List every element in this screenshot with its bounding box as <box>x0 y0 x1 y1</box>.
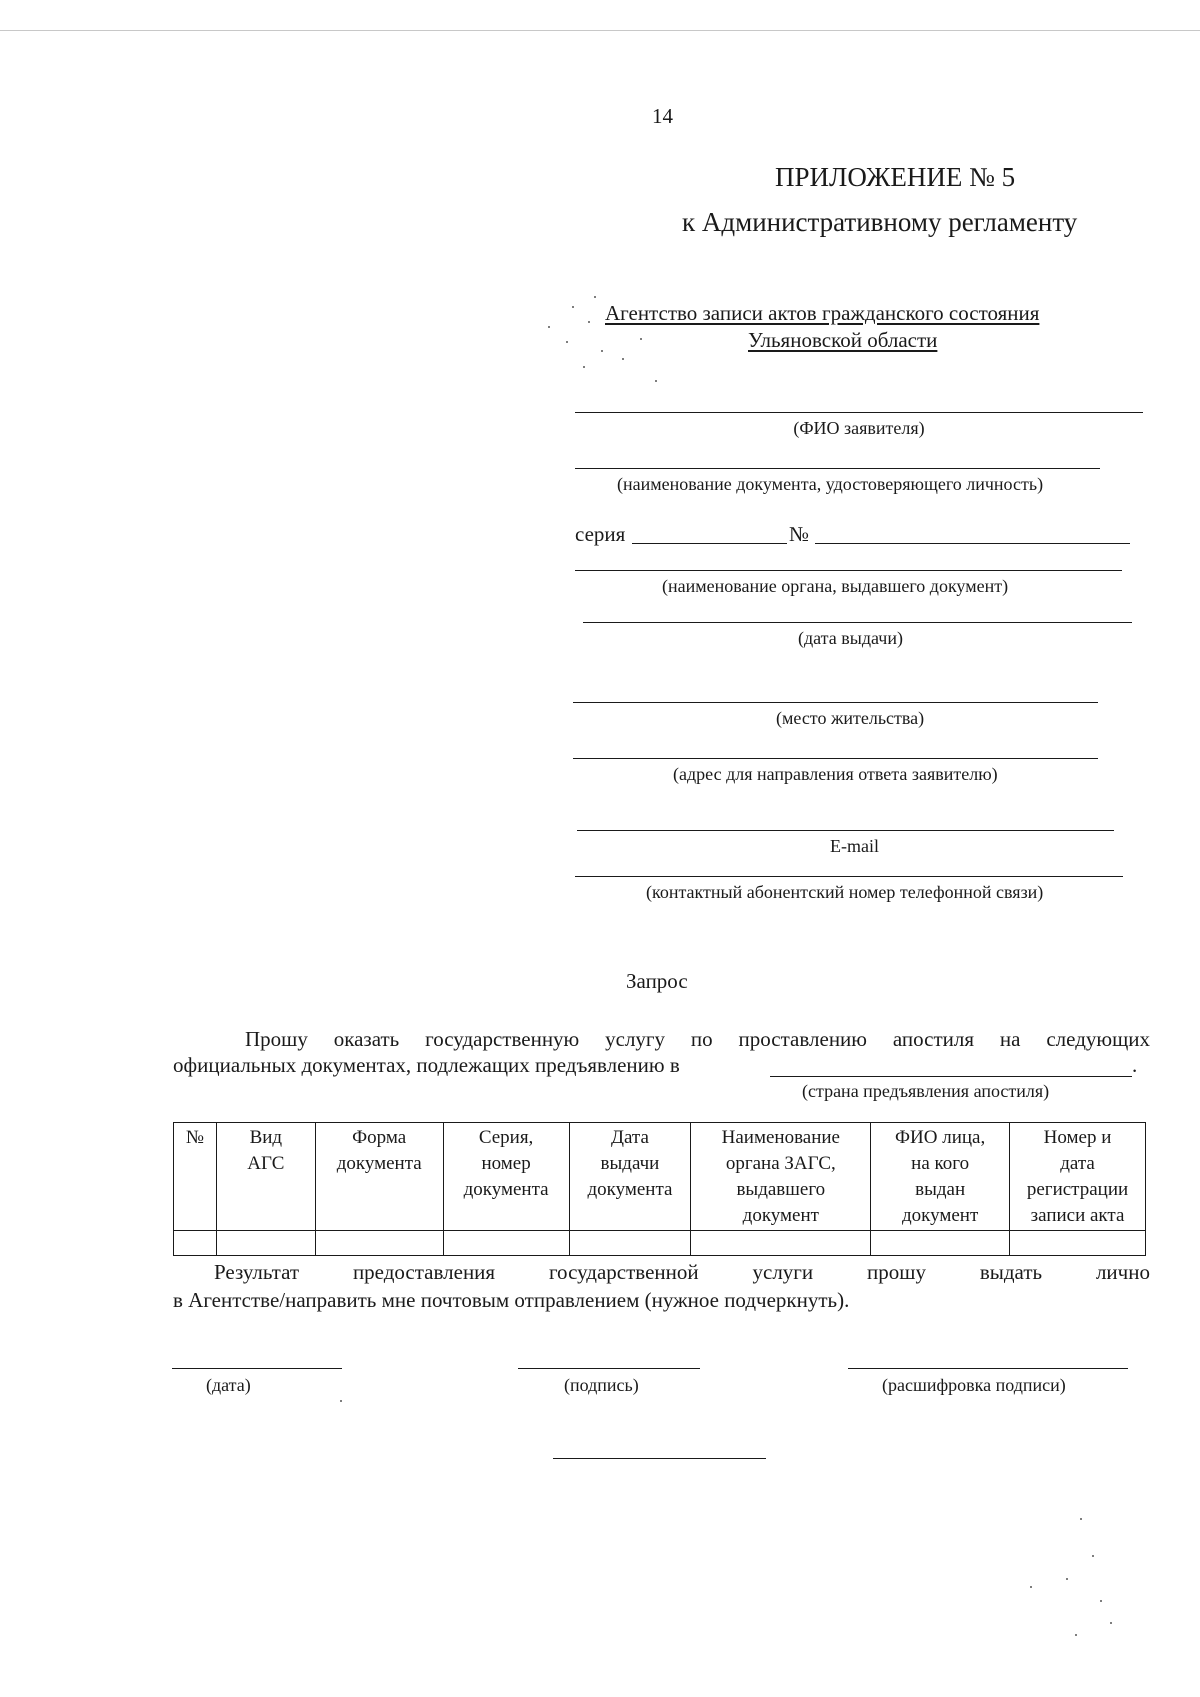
table-row <box>174 1231 1146 1256</box>
signature-line[interactable] <box>518 1368 700 1369</box>
result-word: Результат <box>214 1260 300 1284</box>
appendix-subtitle: к Административному регламенту <box>682 207 1078 237</box>
extra-line <box>553 1458 766 1459</box>
number-line[interactable] <box>815 543 1130 544</box>
request-paragraph-line2: официальных документах, подлежащих предъявлению в <box>173 1053 680 1077</box>
table-cell[interactable] <box>871 1231 1010 1256</box>
country-line[interactable] <box>770 1076 1132 1077</box>
country-caption: (страна предъявления апостиля) <box>802 1081 1050 1101</box>
result-word: услуги <box>752 1260 814 1284</box>
result-word: выдать <box>979 1260 1043 1284</box>
issue-date-caption: (дата выдачи) <box>798 628 903 648</box>
result-word: предоставления <box>352 1260 496 1284</box>
number-label: № <box>789 522 810 546</box>
date-signature-line[interactable] <box>172 1368 342 1369</box>
reply-address-line[interactable] <box>573 758 1098 759</box>
result-word: прошу <box>867 1260 926 1284</box>
phone-caption: (контактный абонентский номер телефонной связи) <box>646 882 1044 902</box>
reply-address-caption: (адрес для направления ответа заявителю) <box>673 764 998 784</box>
table-cell[interactable] <box>174 1231 217 1256</box>
table-cell[interactable] <box>1010 1231 1146 1256</box>
residence-caption: (место жительства) <box>776 708 925 728</box>
page-number: 14 <box>652 104 673 128</box>
table-cell[interactable] <box>691 1231 871 1256</box>
issue-date-line[interactable] <box>583 622 1132 623</box>
decoding-caption: (расшифровка подписи) <box>882 1375 1066 1395</box>
id-doc-line[interactable] <box>575 468 1100 469</box>
issuer-line[interactable] <box>575 570 1122 571</box>
result-line1 <box>173 1260 1150 1285</box>
email-caption: E-mail <box>830 836 879 856</box>
request-paragraph-line1: Прошу оказать государственную услугу по проставлению апостиля на следующих <box>245 1027 1150 1051</box>
fio-line[interactable] <box>575 412 1143 413</box>
addressee-line2: Ульяновской области <box>748 328 938 352</box>
documents-table <box>173 1122 1146 1256</box>
col-series-header: Серия, номер документа <box>443 1123 569 1231</box>
col-issue-date-header: Дата выдачи документа <box>569 1123 691 1231</box>
residence-line[interactable] <box>573 702 1098 703</box>
table-cell[interactable] <box>216 1231 315 1256</box>
series-label: серия <box>575 522 626 546</box>
signature-caption: (подпись) <box>564 1375 639 1395</box>
id-doc-caption: (наименование документа, удостоверяющего личность) <box>617 474 1044 494</box>
result-line2: в Агентстве/направить мне почтовым отправлением (нужное подчеркнуть). <box>173 1288 850 1312</box>
scan-top-edge <box>0 30 1200 31</box>
issuer-caption: (наименование органа, выдавшего документ) <box>662 576 1009 596</box>
col-person-header: ФИО лица, на кого выдан документ <box>871 1123 1010 1231</box>
series-line[interactable] <box>632 543 787 544</box>
result-word: лично <box>1095 1260 1150 1284</box>
appendix-title: ПРИЛОЖЕНИЕ № 5 <box>775 162 1016 192</box>
col-number-header: № <box>174 1123 217 1231</box>
col-record-header: Номер и дата регистрации записи акта <box>1010 1123 1146 1231</box>
request-title: Запрос <box>626 969 688 993</box>
phone-line[interactable] <box>575 876 1123 877</box>
fio-caption: (ФИО заявителя) <box>793 418 925 438</box>
email-line[interactable] <box>577 830 1114 831</box>
table-cell[interactable] <box>443 1231 569 1256</box>
table-cell[interactable] <box>315 1231 443 1256</box>
date-caption: (дата) <box>206 1375 251 1395</box>
col-doc-form-header: Форма документа <box>315 1123 443 1231</box>
table-cell[interactable] <box>569 1231 691 1256</box>
decoding-line[interactable] <box>848 1368 1128 1369</box>
request-period: . <box>1132 1053 1138 1077</box>
col-ags-type-header: Вид АГС <box>216 1123 315 1231</box>
addressee-line1: Агентство записи актов гражданского состояния <box>605 301 1040 325</box>
table-header-row <box>174 1123 1146 1231</box>
col-registry-office-header: Наименование органа ЗАГС, выдавшего документ <box>691 1123 871 1231</box>
result-word: государственной <box>548 1260 699 1284</box>
